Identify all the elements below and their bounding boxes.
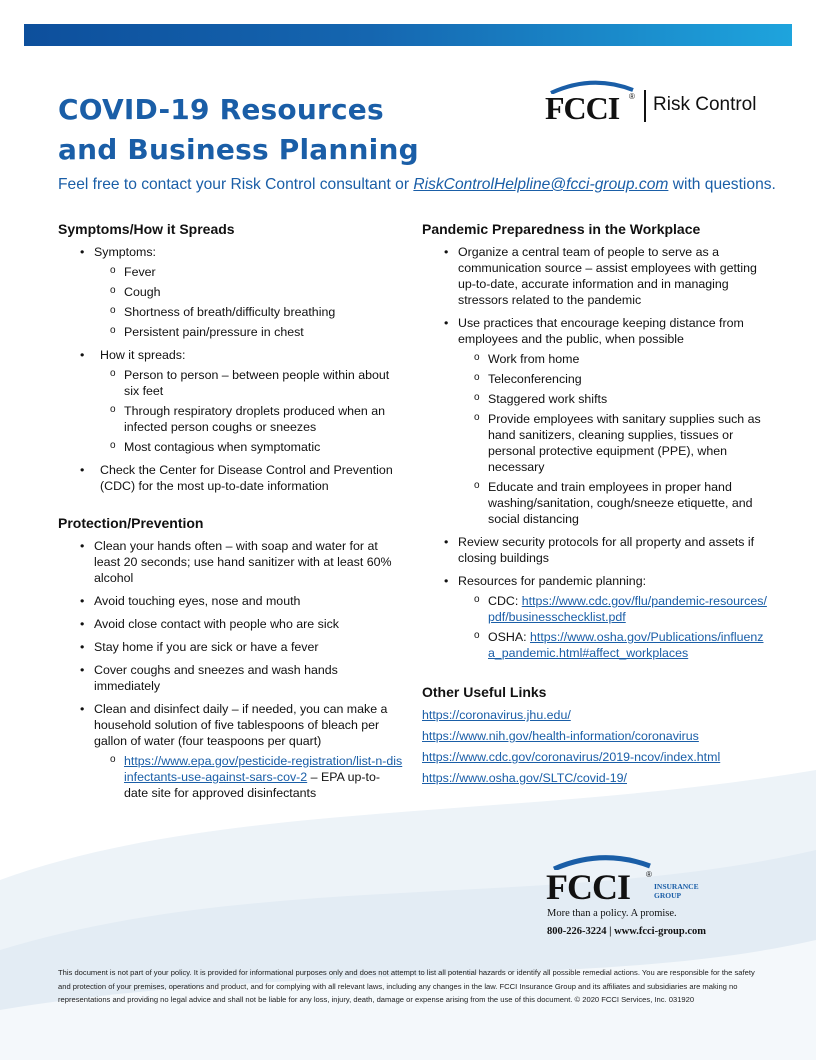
pandemic-heading: Pandemic Preparedness in the Workplace — [422, 221, 701, 237]
list-item: o Person to person – between people within about six feet — [94, 367, 403, 399]
list-item — [422, 707, 767, 723]
list-item — [58, 701, 403, 801]
list-item: o Most contagious when symptomatic — [94, 439, 403, 455]
list-item: o Staggered work shifts — [458, 391, 767, 407]
list-item — [422, 728, 767, 744]
logo-insurance-line2: GROUP — [654, 891, 682, 900]
osha-pandemic-link[interactable]: https://www.osha.gov/Publications/influenza_pandemic.html#affect_workplaces — [488, 630, 764, 660]
title-line-1: COVID-19 Resources — [58, 93, 384, 126]
useful-links-heading: Other Useful Links — [422, 684, 547, 700]
symptoms-heading: Symptoms/How it Spreads — [58, 221, 235, 237]
logo-brand: FCCI — [546, 867, 630, 907]
list-item: • Organize a central team of people to serve as a communication source – assist employees with getting up-to-date, accurate information and in managing stressors related to the pandemic — [422, 244, 767, 308]
title-line-2: and Business Planning — [58, 133, 419, 166]
symptoms-section — [58, 220, 403, 494]
list-item: o Persistent pain/pressure in chest — [94, 324, 403, 340]
logo-registered: ® — [629, 92, 635, 101]
pandemic-section — [422, 220, 767, 661]
list-item — [458, 629, 767, 661]
list-item — [422, 770, 767, 786]
epa-link[interactable]: https://www.epa.gov/pesticide-registration/list-n-disinfectants-use-against-sars-cov-2 — [124, 754, 403, 784]
list-item — [458, 593, 767, 625]
spread-sublist — [94, 367, 403, 455]
logo-divider — [644, 90, 646, 122]
list-item: • Clean your hands often – with soap and water for at least 20 seconds; use hand sanitizer with at least 60% alcohol — [58, 538, 403, 586]
cdc-label: CDC: — [488, 594, 522, 608]
fcci-risk-control-logo — [545, 84, 775, 128]
left-column — [58, 220, 403, 808]
list-item — [422, 315, 767, 527]
logo-contact — [547, 926, 706, 937]
useful-links-list — [422, 707, 767, 786]
cdc-coronavirus-link[interactable]: https://www.cdc.gov/coronavirus/2019-ncov/index.html — [422, 750, 721, 764]
list-item: • Stay home if you are sick or have a fever — [58, 639, 403, 655]
protection-heading: Protection/Prevention — [58, 515, 204, 531]
list-item: • Avoid close contact with people who are sick — [58, 616, 403, 632]
contact-line — [58, 176, 778, 194]
pandemic-list — [422, 244, 767, 661]
list-item: o Provide employees with sanitary supplies such as hand sanitizers, cleaning supplies, tissues or personal protective equipment (PPE), when necessary — [458, 411, 767, 475]
list-item: • Cover coughs and sneezes and wash hands immediately — [58, 662, 403, 694]
contact-text-before: Feel free to contact your Risk Control consultant or — [58, 176, 414, 193]
logo-brand: FCCI — [545, 90, 620, 126]
logo-tagline: More than a policy. A promise. — [547, 908, 677, 919]
list-item: o Teleconferencing — [458, 371, 767, 387]
logo-division: Risk Control — [653, 94, 757, 115]
list-item: o Fever — [94, 264, 403, 280]
nih-link[interactable]: https://www.nih.gov/health-information/coronavirus — [422, 729, 699, 743]
logo-website: www.fcci-group.com — [614, 926, 707, 937]
right-column — [422, 220, 767, 791]
list-item — [94, 753, 403, 801]
list-item: o Educate and train employees in proper hand washing/sanitation, cough/sneeze etiquette, and social distancing — [458, 479, 767, 527]
list-item: o Shortness of breath/difficulty breathing — [94, 304, 403, 320]
symptoms-list — [58, 244, 403, 494]
disinfect-text: Clean and disinfect daily – if needed, you can make a household solution of five tablespoons of bleach per gallon of water (four teaspoons per quart) — [94, 702, 388, 748]
protection-section — [58, 514, 403, 801]
list-item — [58, 244, 403, 340]
list-item — [422, 573, 767, 661]
logo-registered: ® — [646, 870, 652, 879]
contact-text-after: with questions. — [668, 176, 776, 193]
page-title — [58, 90, 419, 170]
jhu-link[interactable]: https://coronavirus.jhu.edu/ — [422, 708, 571, 722]
list-item: o Through respiratory droplets produced when an infected person coughs or sneezes — [94, 403, 403, 435]
list-item: • Avoid touching eyes, nose and mouth — [58, 593, 403, 609]
distance-text: Use practices that encourage keeping distance from employees and the public, when possible — [458, 316, 744, 346]
list-item: o Cough — [94, 284, 403, 300]
logo-insurance-group — [654, 882, 699, 900]
logo-divider: | — [606, 926, 615, 937]
list-item — [422, 749, 767, 765]
resources-label: Resources for pandemic planning: — [458, 574, 647, 588]
list-item: • Check the Center for Disease Control and Prevention (CDC) for the most up-to-date information — [58, 462, 403, 494]
distance-sublist — [458, 351, 767, 527]
spread-label: How it spreads: — [100, 348, 186, 362]
list-item — [58, 347, 403, 455]
cdc-checklist-link[interactable]: https://www.cdc.gov/flu/pandemic-resources/pdf/businesschecklist.pdf — [488, 594, 767, 624]
protection-list — [58, 538, 403, 801]
fcci-insurance-logo — [546, 852, 746, 947]
resources-sublist — [458, 593, 767, 661]
epa-sublist — [94, 753, 403, 801]
helpline-email-link[interactable]: RiskControlHelpline@fcci-group.com — [413, 176, 669, 193]
disclaimer-text: This document is not part of your policy. It is provided for informational purposes only and does not attempt to list all potential hazards or identify all possible remedial actions. You are responsible for the safety and protection of your premises, operations and product, and for complying with all relevant laws, including any changes in the law. FCCI Insurance Group and its affiliates and subsidiaries are making no representations and providing no legal advice and shall not be liable for any loss, injury, death, damage or expense arising from the use of this document. © 2020 FCCI Services, Inc. 031920 — [58, 968, 755, 1004]
logo-insurance-line1: INSURANCE — [654, 882, 699, 891]
symptoms-label: Symptoms: — [94, 245, 156, 259]
header-color-band — [24, 24, 792, 46]
osha-covid-link[interactable]: https://www.osha.gov/SLTC/covid-19/ — [422, 771, 627, 785]
list-item: o Work from home — [458, 351, 767, 367]
epa-note: – EPA up-to-date site for approved disinfectants — [124, 770, 380, 800]
list-item: • Review security protocols for all property and assets if closing buildings — [422, 534, 767, 566]
symptoms-sublist — [94, 264, 403, 340]
useful-links-section — [422, 683, 767, 786]
osha-label: OSHA: — [488, 630, 530, 644]
logo-phone: 800-226-3224 — [547, 926, 607, 937]
